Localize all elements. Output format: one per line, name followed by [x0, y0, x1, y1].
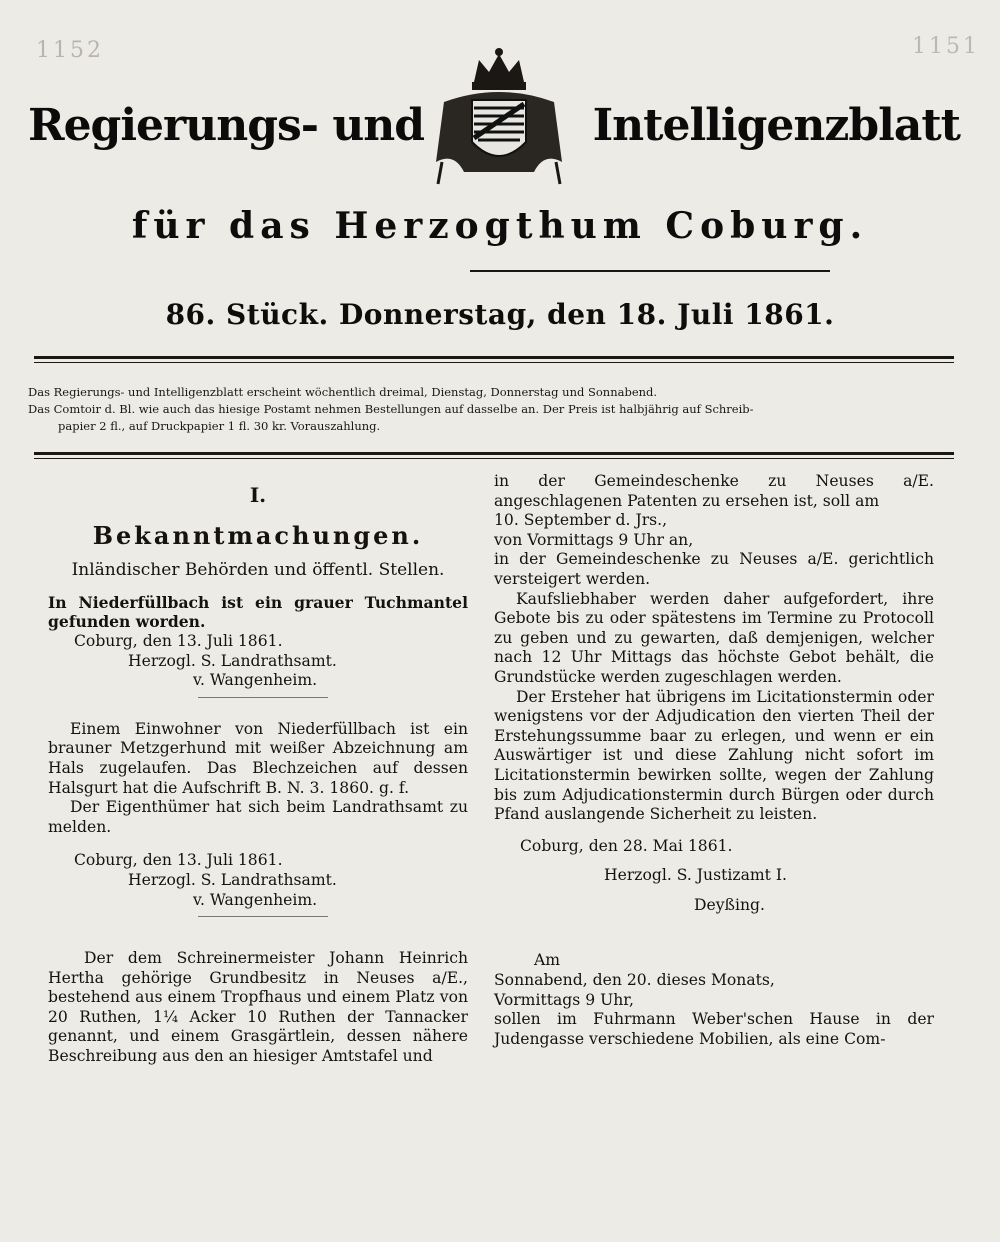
masthead	[20, 78, 980, 198]
section-title: Bekanntmachungen.	[92, 520, 424, 550]
item-2-authority: Herzogl. S. Landrathsamt.	[128, 870, 337, 889]
item-1-text: In Niederfüllbach ist ein grauer Tuchmantel gefunden worden.	[48, 592, 468, 632]
masthead-title-right: Intelligenzblatt	[592, 100, 960, 151]
item-3-text: Der dem Schreinermeister Johann Heinrich Hertha gehörige Grundbesitz in Neuses a/E., bestehend aus einem Tropfhaus und einem Platz von 20 Ruthen, 1¼ Acker 10 Ruthen der Tannacker genannt, und einem Grasgärtlein, dessen nähere Beschreibung aus den an hiesiger Amtstafel und	[48, 949, 468, 1066]
page-number-right: 1151	[912, 34, 980, 59]
divider	[198, 916, 328, 917]
section-number: I.	[249, 483, 267, 507]
coat-of-arms-icon	[424, 42, 574, 192]
notice-line-2: Das Comtoir d. Bl. wie auch das hiesige Postamt nehmen Bestellungen auf dasselbe an. Der Preis ist halbjährig auf Schreib-	[28, 402, 754, 416]
item-1-place-date: Coburg, den 13. Juli 1861.	[74, 631, 283, 650]
item-2-place-date: Coburg, den 13. Juli 1861.	[74, 851, 283, 870]
auction-place-date: Coburg, den 28. Mai 1861.	[520, 836, 733, 855]
auction-text-1: in der Gemeindeschenke zu Neuses a/E. angeschlagenen Patenten zu ersehen ist, soll am	[494, 472, 934, 510]
auction-text-3: Kaufsliebhaber werden daher aufgefordert, ihre Gebote bis zu oder spätestens im Termine zu Protocoll zu geben und zu gewarten, daß demjenigen, welcher nach 12 Uhr Mittags das höchste Gebot behält, die Grundstücke werden zugeschlagen werden.	[494, 589, 934, 686]
rule-under-issue-thin	[34, 362, 954, 363]
section-subtitle: Inländischer Behörden und öffentl. Stellen.	[71, 560, 445, 581]
auction-date: 10. September d. Jrs.,	[494, 511, 668, 530]
notice-line-1: Das Regierungs- und Intelligenzblatt erscheint wöchentlich dreimal, Dienstag, Donnerstag und Sonnabend.	[28, 385, 658, 399]
subscription-notice	[28, 384, 946, 435]
auction2-time: Vormittags 9 Uhr,	[494, 990, 634, 1009]
auction2-text: sollen im Fuhrmann Weber'schen Hause in der Judengasse verschiedene Mobilien, als eine Com-	[494, 1010, 934, 1048]
notice-line-3: papier 2 fl., auf Druckpapier 1 fl. 30 kr. Vorauszahlung.	[58, 419, 381, 433]
rule-under-subtitle	[470, 270, 830, 272]
rule-under-notice	[34, 452, 954, 455]
auction2-date: Sonnabend, den 20. dieses Monats,	[494, 971, 775, 990]
item-1-name: v. Wangenheim.	[193, 671, 318, 690]
masthead-title-left: Regierungs- und	[28, 100, 425, 151]
right-column	[494, 472, 934, 1049]
auction-text-4: Der Ersteher hat übrigens im Licitationstermin oder wenigstens vor der Adjudication den vierten Theil der Erstehungssumme baar zu erlegen, und wenn er ein Auswärtiger ist und diese Zahlung nicht sofort im Licitationstermin bewirken sollte, wegen der Zahlung bis zum Adjudicationstermin durch Bürgen oder durch Pfand auslangende Sicherheit zu leisten.	[494, 687, 934, 824]
divider	[198, 697, 328, 698]
item-2-text: Einem Einwohner von Niederfüllbach ist ein brauner Metzgerhund mit weißer Abzeichnung am Hals zugelaufen. Das Blechzeichen auf dessen Halsgurt hat die Aufschrift B. N. 3. 1860. g. f.	[48, 719, 468, 797]
auction2-am: Am	[534, 951, 561, 970]
item-1-authority: Herzogl. S. Landrathsamt.	[128, 651, 337, 670]
auction-authority: Herzogl. S. Justizamt I.	[604, 866, 787, 885]
item-2-name: v. Wangenheim.	[193, 890, 318, 909]
page-number-left: 1152	[36, 38, 104, 63]
item-2-text-2: Der Eigenthümer hat sich beim Landrathsamt zu melden.	[48, 798, 468, 836]
issue-line: 86. Stück. Donnerstag, den 18. Juli 1861.	[165, 298, 835, 331]
auction-text-2: in der Gemeindeschenke zu Neuses a/E. gerichtlich versteigert werden.	[494, 550, 934, 588]
rule-under-notice-thin	[34, 458, 954, 459]
rule-under-issue	[34, 356, 954, 359]
masthead-subtitle: für das Herzogthum Coburg.	[131, 205, 869, 247]
auction-time: von Vormittags 9 Uhr an,	[494, 530, 694, 549]
left-column	[48, 472, 468, 1067]
auction-name: Deyßing.	[694, 895, 765, 914]
